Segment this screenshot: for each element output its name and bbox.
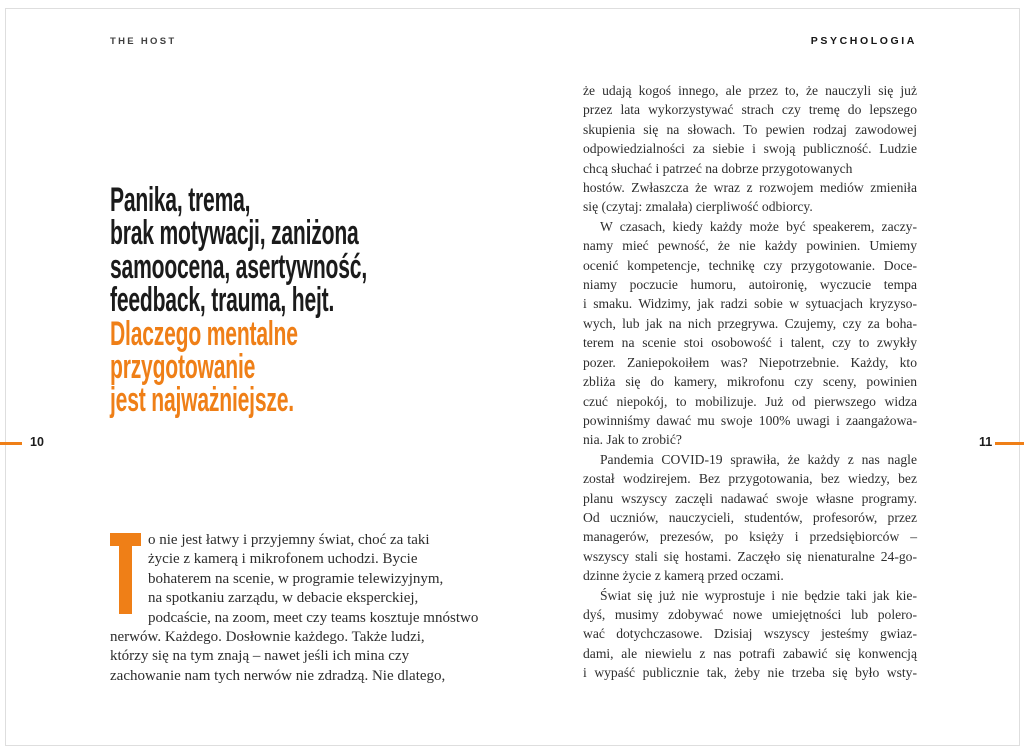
headline-line-orange: przygotowanie	[110, 348, 256, 387]
text-line: nerwów. Każdego. Dosłownie każdego. Także ludzi,	[110, 629, 425, 646]
text-line: terem na scenie stoi osobowość i talent, czy to zwykły	[583, 335, 917, 351]
text-line: Od uczniów, nauczycieli, studentów, profesorów, przez	[583, 509, 917, 525]
running-head-right: PSYCHOLOGIA	[810, 35, 917, 47]
text-line: niamy poczucie humoru, autoironię, wyczucie tempa	[583, 277, 917, 293]
text-line: i smaku. Widzimy, jak radzi sobie w sytuacjach kryzyso-	[583, 296, 917, 312]
text-line: podcaście, na zoom, meet czy teams kosztuje mnóstwo	[148, 609, 479, 626]
text-line: planu wszyscy zaczęli nadawać swoje własne programy.	[583, 490, 917, 506]
page-number-right: 11	[979, 435, 993, 449]
text-line: że udają kogoś innego, ale przez to, że nauczyli się już	[583, 83, 917, 98]
text-line: został wodzirejem. Bez przygotowania, bez wiedzy, bez	[583, 471, 917, 487]
text-line: nia. Jak to zrobić?	[583, 432, 682, 448]
text-line: zbliża się do kamery, mikrofonu czy sceny, powinien	[583, 374, 917, 390]
folio-rule-left	[0, 442, 22, 445]
running-head-left: THE HOST	[110, 36, 177, 47]
text-line: wać dotychczasowe. Dzisiaj wszyscy jesteśmy gwiaz-	[583, 626, 917, 642]
text-line: wych, lub jak na nich przegrywa. Czujemy, czy za boha-	[583, 315, 917, 331]
text-line: którzy się na tym znają – nawet jeśli ich mina czy	[110, 648, 410, 665]
headline-line-orange: Dlaczego mentalne	[110, 314, 298, 353]
text-line: wszyscy stali się hostami. Zaczęło się nienaturalne 24-go-	[583, 548, 917, 564]
folio-rule-right	[995, 442, 1024, 445]
text-line: bohaterem na scenie, w programie telewizyjnym,	[148, 570, 444, 587]
text-line: chcą słuchać i patrzeć na dobrze przygotowanych	[583, 160, 853, 176]
text-line: czuć niepokój, to mobilizuje. Już od pierwszego widza	[583, 393, 917, 409]
text-line: przez lata wykorzystywać strach czy tremę do lepszego	[583, 102, 917, 118]
headline-line-orange: jest najważniejsze.	[110, 381, 294, 420]
text-line: na spotkaniu zarządu, w debacie eksperckiej,	[148, 590, 419, 607]
text-line: skupienia się na słowach. To pewien rodzaj zawodowej	[583, 121, 917, 137]
headline-line: brak motywacji, zaniżona	[110, 214, 359, 253]
headline-line: samoocena, asertywność,	[110, 247, 367, 286]
drop-cap-stem	[119, 533, 132, 614]
text-line: Świat się już nie wyprostuje i nie będzie taki jak kie-	[600, 587, 917, 603]
text-line: dami, ale niewielu z nas potrafi zabawić się konwencją	[583, 645, 917, 661]
text-line: zachowanie nam tych nerwów nie zdradzą. Nie dlatego,	[110, 667, 446, 684]
text-line: się (czytaj: zmalała) cierpliwość odbiorcy.	[583, 199, 813, 215]
text-line: powinniśmy dawać mu swoje 100% uwagi i zaangażowa-	[583, 412, 917, 428]
text-line: Pandemia COVID-19 sprawiła, że każdy z nas nagle	[600, 451, 917, 467]
headline-line: feedback, trauma, hejt.	[110, 281, 335, 320]
text-line: pozer. Zaniepokoiłem was? Niepotrzebnie. Każdy, kto	[583, 354, 917, 370]
text-line: managerów, prezesów, po księży i przedsiębiorców –	[583, 529, 917, 545]
headline-line: Panika, trema,	[110, 181, 251, 219]
text-line: dyś, musimy zdobywać nowe umiejętności lub polero-	[583, 606, 917, 622]
drop-cap-t	[110, 533, 141, 609]
text-line: hostów. Zwłaszcza że wraz z rozwojem mediów zmieniła	[583, 180, 917, 196]
text-line: o nie jest łatwy i przyjemny świat, choć za taki	[148, 532, 430, 548]
text-line: życie z kamerą i mikrofonem uchodzi. Bycie	[148, 551, 418, 568]
text-line: namy mieć pewność, że nie każdy powinien. Umiemy	[583, 238, 917, 254]
text-line: dzinne życie z kamerą przed oczami.	[583, 568, 784, 584]
text-line: odpowiedzialności za siebie i swoją publiczność. Ludzie	[583, 141, 917, 157]
left-page-body	[110, 531, 479, 686]
text-line: i wypaść publicznie tak, żeby nie trzeba się było wsty-	[583, 665, 917, 681]
right-page-body	[583, 81, 917, 683]
headline	[110, 181, 367, 420]
page-number-left: 10	[30, 435, 44, 449]
text-line: W czasach, kiedy każdy może być speakerem, zaczy-	[600, 218, 917, 234]
text-line: ocenić kompetencje, technikę czy przygotowanie. Doce-	[583, 257, 917, 273]
